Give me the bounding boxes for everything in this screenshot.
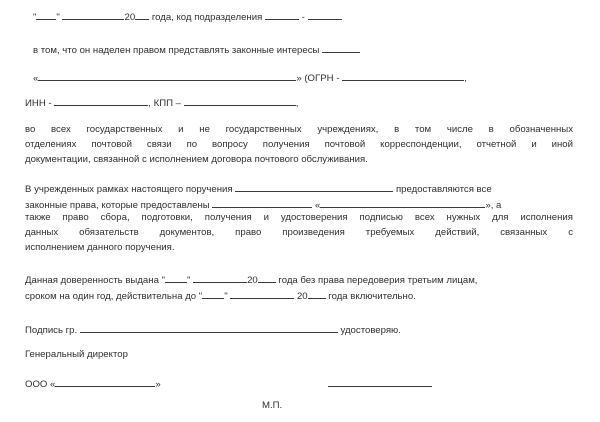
year-prefix: 20 <box>124 12 136 23</box>
p2-a-text: В учрежденных рамках настоящего поручения <box>25 184 233 195</box>
p3-b-quote: " <box>224 291 228 302</box>
company-quote-close: » <box>155 379 161 390</box>
signature-name-blank <box>80 322 338 333</box>
authority-text: в том, что он наделен правом представлять законные интересы <box>33 45 320 56</box>
line-inn-kpp <box>25 95 298 110</box>
line-org-ogrn <box>33 70 467 85</box>
month-blank <box>62 9 124 20</box>
p2-b-tail: », а <box>485 200 502 211</box>
p3-b-tail: года включительно. <box>328 291 416 302</box>
org-quote-close: » <box>296 73 302 84</box>
inn-blank <box>54 95 148 106</box>
p3-line-b <box>25 288 416 303</box>
ogrn-blank <box>342 70 464 81</box>
p2-a-blank <box>235 181 393 192</box>
line-authority <box>33 42 360 57</box>
quote-open: " <box>33 12 37 23</box>
p2-b-text: законные права, которые предоставлены <box>25 200 210 211</box>
p3-a-tail: года без права передоверия третьим лицам, <box>278 275 478 286</box>
kpp-blank <box>184 95 296 106</box>
p2-b-quote: « <box>315 200 321 211</box>
director-signature-blank <box>328 376 432 391</box>
p3-line-a <box>25 272 477 287</box>
p1-line-c: документации, связанной с исполнением договора почтового обслуживания. <box>25 154 368 165</box>
p2-b-blank <box>212 197 312 208</box>
p3-b-year-blank <box>308 288 326 299</box>
p2-b-org-blank <box>320 197 485 208</box>
dept-code-label: года, код подразделения <box>151 12 263 23</box>
dash: - <box>301 12 305 23</box>
signature-label: Подпись гр. <box>25 325 78 336</box>
certify-text: удостоверяю. <box>340 325 401 336</box>
p2-line-c: также право сбора, подготовки, получения и удостоверения подписью всех нужных для исполнения <box>25 212 573 223</box>
comma: , <box>295 98 299 109</box>
p3-a-year: 20 <box>247 275 258 286</box>
inn-label: ИНН - <box>25 98 52 109</box>
director-title: Генеральный директор <box>25 349 128 360</box>
company-name-blank <box>55 376 155 387</box>
company-prefix: ООО « <box>25 379 56 390</box>
comma: , <box>464 73 467 84</box>
org-quote-open: « <box>33 73 39 84</box>
director-signature-underline <box>328 376 432 387</box>
p3-a-month-blank <box>193 272 247 283</box>
p2-line-b <box>25 197 501 212</box>
org-name-blank <box>38 70 296 81</box>
p3-b-day-blank <box>202 288 224 299</box>
p2-line-e: исполнением данного поручения. <box>25 242 175 253</box>
p3-a-quote: " <box>186 275 191 286</box>
signature-line <box>25 322 401 337</box>
p3-b-month-blank <box>230 288 294 299</box>
day-blank <box>36 9 56 20</box>
year-blank <box>135 9 149 20</box>
p1-line-b: отделениях почтовой связи по вопросу получения почтовой корреспонденции, отчетной и иной <box>25 139 573 150</box>
p3-a-day-blank <box>165 272 187 283</box>
kpp-label: , КПП – <box>148 98 182 109</box>
p1-line-a: во всех государственных и не государственных учреждениях, в том числе в обозначенных <box>25 124 573 135</box>
company-line <box>25 376 161 391</box>
p3-a-text: Данная доверенность выдана " <box>25 275 165 286</box>
quote-close: " <box>56 12 60 23</box>
line-date-code <box>33 9 342 24</box>
p2-a-tail: предоставляются все <box>395 184 492 195</box>
p3-b-year: 20 <box>296 291 308 302</box>
ogrn-label: (ОГРН - <box>304 73 340 84</box>
p2-line-a <box>25 181 492 196</box>
dept-code-blank-2 <box>308 9 342 20</box>
p3-a-year-blank <box>258 272 276 283</box>
p2-line-d: данных обязательств документов, право произведения требуемых действий, связанных с <box>25 227 573 238</box>
dept-code-blank-1 <box>265 9 299 20</box>
stamp-place: М.П. <box>262 400 283 411</box>
p3-b-text: сроком на один год, действительна до " <box>25 291 203 302</box>
authority-blank <box>322 42 360 53</box>
